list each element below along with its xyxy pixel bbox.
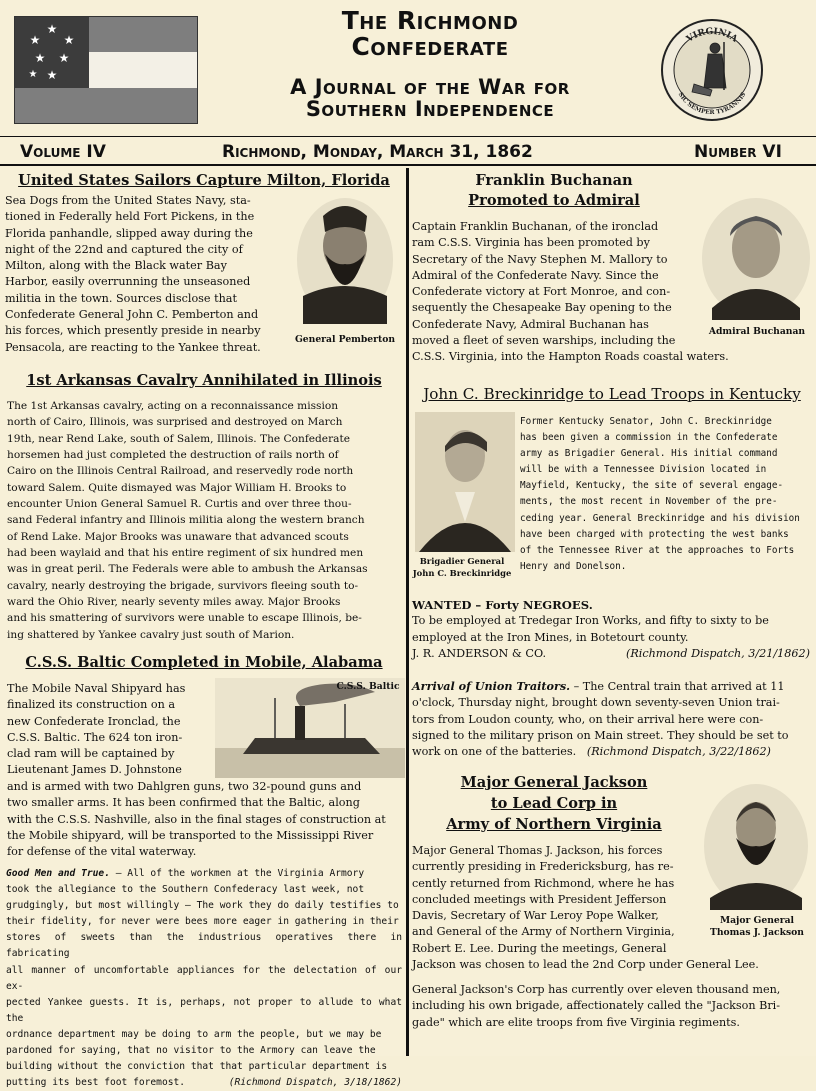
article-jackson-2 <box>412 982 810 1031</box>
text-line-end: putting its best foot foremost. <box>6 1077 186 1089</box>
caption-line: Major General <box>719 915 795 926</box>
title-line-2: Confederate <box>351 32 509 61</box>
text-line: ing shattered by Yankee cavalry just south of Marion. <box>7 628 295 641</box>
text-line: ceding year. General Breckinridge and his division <box>520 512 800 524</box>
baltic-caption: C.S.S. Baltic <box>336 681 400 692</box>
text-line: has been given a commission in the Confederate <box>520 432 778 444</box>
text-line: To be employed at Tredegar Iron Works, and fifty to sixty to be <box>412 614 769 628</box>
headline-baltic: C.S.S. Baltic Completed in Mobile, Alabama <box>25 654 383 671</box>
seal-top-text: VIRGINIA <box>684 26 740 45</box>
text-line: Lieutenant James D. Johnstone <box>7 763 182 777</box>
svg-text:★: ★ <box>29 33 41 47</box>
text-line: Sea Dogs from the United States Navy, sta- <box>5 194 251 207</box>
text-line: Admiral of the Confederate Navy. Since the <box>412 268 659 282</box>
text-line: tioned in Federally held Fort Pickens, in the <box>5 210 255 224</box>
buchanan-caption: Admiral Buchanan <box>708 326 806 337</box>
jackson-portrait <box>702 782 810 910</box>
text-line: all manner of uncomfortable appliances for the delectation of our ex- <box>6 964 402 992</box>
lead-in: Arrival of Union Traitors. <box>412 679 571 693</box>
source-citation: (Richmond Dispatch, 3/21/1862) <box>625 646 810 660</box>
text-line: ward the Ohio River, nearly seventy miles away. Major Brooks <box>7 596 341 609</box>
text-line: had been waylaid and that his entire regiment of six hundred men <box>7 547 364 560</box>
masthead-title <box>210 8 650 60</box>
text-line: cently returned from Richmond, where he has <box>412 876 675 890</box>
text-line: Harbor, easily overrunning the unseasoned <box>5 275 251 289</box>
article-breckinridge <box>520 414 810 575</box>
text-line: have been charged with protecting the west banks <box>520 528 789 540</box>
article-baltic-bottom <box>7 779 405 860</box>
text-line: o'clock, Thursday night, brought down seventy-seven Union trai- <box>412 696 780 710</box>
article-jackson <box>412 843 759 973</box>
text-line: toward Salem. Quite dismayed was Major William H. Brooks to <box>7 481 347 494</box>
text-line: Confederate General John C. Pemberton and <box>5 308 259 322</box>
headline-buchanan-1: Franklin Buchanan <box>475 172 633 189</box>
article-wanted <box>412 597 810 662</box>
text-line: sand Federal infantry and Illinois militia along the western branch <box>7 514 365 527</box>
text-line-end: work on one of the batteries. <box>412 745 577 759</box>
text-line: Davis, Secretary of War Leroy Pope Walker, <box>412 909 659 923</box>
text-line: finalized its construction on a <box>7 698 176 712</box>
buchanan-portrait <box>700 196 812 320</box>
breckinridge-caption <box>408 555 516 579</box>
article-traitors <box>412 678 810 760</box>
text-line: two smaller arms. It has been confirmed that the Baltic, along <box>7 796 360 810</box>
confederate-flag-image <box>14 16 198 124</box>
article-good-men <box>6 866 402 1091</box>
headline-milton: United States Sailors Capture Milton, Florida <box>18 172 390 189</box>
pemberton-caption: General Pemberton <box>294 334 396 345</box>
text-line: Henry and Donelson. <box>520 560 627 572</box>
article-milton <box>5 193 285 356</box>
text-line: will be with a Tennessee Division located in <box>520 464 767 476</box>
headline-buchanan-2: Promoted to Admiral <box>468 192 640 209</box>
text-line: currently presiding in Fredericksburg, has re- <box>412 860 674 874</box>
caption-line: Thomas J. Jackson <box>710 927 804 938</box>
text-line: of Rend Lake. Major Brooks was unaware that advanced scouts <box>7 530 349 543</box>
text-line: The Mobile Naval Shipyard has <box>7 682 186 695</box>
source-citation: (Richmond Dispatch, 3/18/1862) <box>228 1077 402 1089</box>
text-line: horsemen had just completed the destruction of rails north of <box>7 449 339 462</box>
caption-line: Brigadier General <box>419 556 505 566</box>
text-line it b: C.S.S. Baltic. The 624 ton iron- <box>7 730 183 744</box>
text-line: The 1st Arkansas cavalry, acting on a reconnaissance mission <box>7 400 339 412</box>
svg-text:★: ★ <box>46 22 58 36</box>
text-line: night of the 22nd and captured the city of <box>5 242 243 256</box>
pemberton-portrait <box>295 196 395 324</box>
text-line: ordnance department may be doing to arm the people, but we may be <box>6 1028 382 1040</box>
text-line: Milton, along with the Black water Bay <box>5 259 227 273</box>
text-line: employed at the Iron Mines, in Botetourt county. <box>412 630 689 644</box>
text-line: tors from Loudon county, who, on their arrival here were con- <box>412 712 764 726</box>
jackson-caption <box>698 915 816 939</box>
svg-text:★: ★ <box>34 51 46 65</box>
text-line: his forces, which presently preside in nearby <box>5 324 261 338</box>
text-line: Jackson was chosen to lead the 2nd Corp under General Lee. <box>412 958 759 972</box>
text-line: signed to the military prison on Main street. They should be set to <box>412 728 789 742</box>
text-line: Confederate Navy, Admiral Buchanan has <box>412 317 649 331</box>
text-line: 19th, near Rend Lake, south of Salem, Illinois. The Confederate <box>7 432 350 445</box>
text-line: Arrival of Union Traitors. – The Central train that arrived at 11 <box>412 679 785 693</box>
text-line: ments, the most recent in November of the pre- <box>520 496 778 508</box>
subtitle-line-2: Southern Independence <box>305 97 555 121</box>
volume-label: Volume IV <box>20 142 106 162</box>
lead-in: Good Men and True. <box>6 868 110 879</box>
text-line: moved a fleet of seven warships, including the <box>412 334 676 348</box>
text-line: with the C.S.S. Nashville, also in the final stages of construction at <box>7 812 386 826</box>
text-line: Former Kentucky Senator, John C. Breckinridge <box>520 416 772 427</box>
caption-line: John C. Breckinridge <box>412 568 512 578</box>
issue-number: Number VI <box>694 142 782 162</box>
text-line: cavalry, nearly destroying the brigade, survivors fleeing south to- <box>7 579 359 592</box>
text-line: Captain Franklin Buchanan, of the ironclad <box>412 220 659 233</box>
text-line: and General of the Army of Northern Virginia, <box>412 925 675 939</box>
text-line <box>6 1075 402 1091</box>
text-line: army as Brigadier General. His initial command <box>520 448 778 460</box>
subtitle-line-1: A Journal of the War for <box>290 75 570 99</box>
wanted-headline: WANTED – Forty NEGROES. <box>412 598 593 612</box>
column-divider <box>406 168 409 1056</box>
source-citation: (Richmond Dispatch, 3/22/1862) <box>586 745 771 759</box>
text-line: Confederate victory at Fort Monroe, and con- <box>412 285 671 299</box>
text-line: C.S.S. Virginia, into the Hampton Roads coastal waters. <box>412 350 729 364</box>
text-line <box>412 744 810 760</box>
text-line: sequently the Chesapeake Bay opening to the <box>412 301 672 315</box>
masthead-rule-bottom <box>0 164 816 166</box>
dateline-bar <box>0 140 816 164</box>
text-line: of the Tennessee River at the approaches to Forts <box>520 544 795 556</box>
svg-text:★: ★ <box>63 33 75 47</box>
text-line: Cairo on the Illinois Central Railroad, and reservedly rode north <box>7 465 354 478</box>
title-line-1: The Richmond <box>341 6 519 35</box>
seal-bottom-text: SIC SEMPER TYRANNIS <box>676 91 748 117</box>
text-line: Good Men and True. – All of the workmen at the Virginia Armory <box>6 868 365 879</box>
text-line: was in great peril. The Federals were able to ambush the Arkansas <box>7 563 368 576</box>
text-line: building without the conviction that that particular department is <box>6 1061 388 1073</box>
text-line: north of Cairo, Illinois, was surprised and destroyed on March <box>7 416 343 429</box>
text-line: General Jackson's Corp has currently over eleven thousand men, <box>412 983 781 996</box>
headline-arkansas: 1st Arkansas Cavalry Annihilated in Illinois <box>26 372 382 389</box>
headline-jackson-3: Army of Northern Virginia <box>446 816 662 833</box>
text-line: militia in the town. Sources disclose that <box>5 291 237 305</box>
text-line: and his smattering of survivors were unable to escape Illinois, be- <box>7 612 362 625</box>
text-line: Florida panhandle, slipped away during the <box>5 226 253 240</box>
text-line: clad ram will be captained by <box>7 747 175 761</box>
text-line: new Confederate Ironclad, the <box>7 714 181 728</box>
headline-jackson-1: Major General Jackson <box>460 774 648 791</box>
text-line: took the allegiance to the Southern Confederacy last week, not <box>6 884 365 896</box>
masthead-rule-top <box>0 136 816 137</box>
text-line: Major General Thomas J. Jackson, his forces <box>412 844 663 857</box>
text-line: for defense of the vital waterway. <box>7 845 197 859</box>
svg-text:★: ★ <box>46 68 58 82</box>
text-line: concluded meetings with President Jefferson <box>412 892 667 906</box>
text-line: Secretary of the Navy Stephen M. Mallory to <box>412 252 668 266</box>
wanted-signature-row <box>412 646 810 662</box>
masthead-subtitle <box>200 76 660 120</box>
svg-text:★: ★ <box>28 69 38 80</box>
headline-breckinridge: John C. Breckinridge to Lead Troops in Kentucky <box>423 385 801 403</box>
breckinridge-portrait <box>415 412 515 552</box>
article-baltic-top <box>7 681 212 779</box>
text-line: Robert E. Lee. During the meetings, General <box>412 941 667 955</box>
article-arkansas <box>7 398 401 643</box>
baltic-ironclad-image <box>215 678 405 778</box>
text-line: encounter Union General Samuel R. Curtis and over three thou- <box>7 498 352 511</box>
text-line: Pensacola, are reacting to the Yankee threat. <box>5 340 261 354</box>
text-line: grudgingly, but most willingly – The work they do daily testifies to <box>6 900 399 912</box>
text-line: the Mobile shipyard, will be transported to the Mississippi River <box>7 828 374 842</box>
dateline: Richmond, Monday, March 31, 1862 <box>222 142 533 162</box>
text-line: pardoned for saying, that no visitor to the Armory can leave the <box>6 1045 376 1057</box>
text-line: Mayfield, Kentucky, the site of several engage- <box>520 480 784 492</box>
svg-text:★: ★ <box>58 51 70 65</box>
text-line: ram C.S.S. Virginia has been promoted by <box>412 236 650 250</box>
headline-jackson-2: to Lead Corp in <box>490 795 618 812</box>
text-line: stores of sweets than the industrious operatives there in fabricating <box>6 932 402 960</box>
text-line: gade" which are elite troops from five Virginia regiments. <box>412 1015 740 1029</box>
article-buchanan <box>412 219 729 366</box>
wanted-signature: J. R. ANDERSON & CO. <box>412 646 547 660</box>
text-line: and is armed with two Dahlgren guns, two 32-pound guns and <box>7 780 362 793</box>
text-line: their fidelity, for never were bees more eager in gathering in their <box>6 916 399 928</box>
text-line: pected Yankee guests. It is, perhaps, not proper to allude to what the <box>6 996 402 1024</box>
text-line: including his own brigade, affectionately called the "Jackson Bri- <box>412 999 781 1013</box>
virginia-seal-image <box>660 18 764 122</box>
